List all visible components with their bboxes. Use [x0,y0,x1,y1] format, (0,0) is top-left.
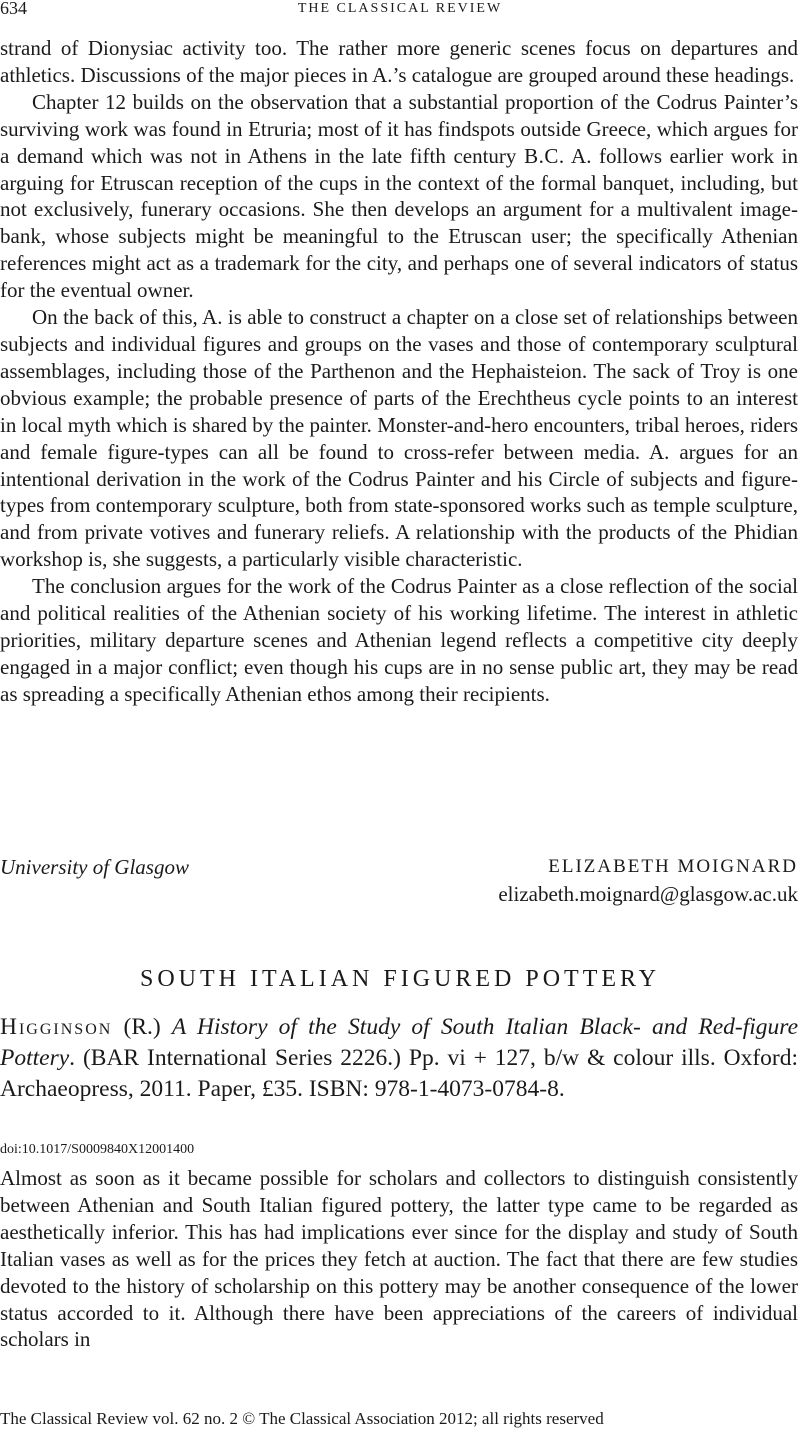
section-heading: SOUTH ITALIAN FIGURED POTTERY [139,966,661,992]
bc-abbreviation: B.C. [524,143,565,168]
book-citation [0,1012,798,1105]
copyright-footer: The Classical Review vol. 62 no. 2 © The Classical Association 2012; all rights reserved [0,1409,604,1428]
running-head [0,0,800,22]
paragraph-continuation: strand of Dionysiac activity too. The rather more generic scenes focus on departures and athletics. Discussions of the major pieces in A.’s catalogue are grouped around these headings. [0,36,798,87]
review-higginson-body [0,1165,798,1353]
reviewer-email: elizabeth.moignard@glasgow.ac.uk [498,882,798,906]
paragraph-sculpture: On the back of this, A. is able to construct a chapter on a close set of relationships between subjects and individual figures and groups on the vases and those of contemporary sculptural assemblages, including those of the Parthenon and the Hephaisteion. The sack of Troy is one obvious example; the probable presence of parts of the Erechtheus cycle points to an interest in local myth which is shared by the painter. Monster-and-hero encounters, tribal heroes, riders and female figure-types can all be found to cross-refer between media. A. argues for an intentional derivation in the work of the Codrus Painter and his Circle of subjects and figure-types from contemporary sculpture, both from state-sponsored works such as temple sculpture, and from private votives and funerary reliefs. A relationship with the products of the Phidian workshop is, she suggests, a particularly visible characteristic. [0,305,798,572]
paragraph-chapter-12-text-cont: A. follows earlier work in arguing for Etruscan reception of the cups in the context of the formal banquet, including, but not exclusively, funerary occasions. She then develops an argument for a multivalent image-bank, whose subjects might be meaningful to the Etruscan user; the specifically Athenian references might act as a trademark for the city, and perhaps one of several indicators of status for the eventual owner. [0,143,799,303]
paragraph-chapter-12 [0,89,798,304]
signature-row [0,853,798,881]
reviewer-name: ELIZABETH MOIGNARD [548,856,798,877]
book-title: A History of the Study of South Italian Black- and Red-figure Pottery [0,1014,799,1071]
reviewer-affiliation: University of Glasgow [0,855,189,879]
page-number: 634 [0,0,27,18]
book-author-surname: Higginson [0,1014,113,1040]
paragraph-chapter-12-text: Chapter 12 builds on the observation that a substantial proportion of the Codrus Painter’s surviving work was found in Etruria; most of it has findspots outside Greece, which argues for a demand which was not in Athens in the late fifth century [0,89,798,168]
paragraph-conclusion: The conclusion argues for the work of the Codrus Painter as a close reflection of the social and political realities of the Athenian society of his working lifetime. The interest in athletic priorities, military departure scenes and Athenian legend reflects a competitive city deeply engaged in a major conflict; even though his cups are in no sense public art, they may be read as spreading a specifically Athenian ethos among their recipients. [0,574,798,706]
journal-title: THE CLASSICAL REVIEW [297,1,503,16]
book-publication-details: . (BAR International Series 2226.) Pp. vi + 127, b/w & colour ills. Oxford: Archaeopress, 2011. Paper, £35. ISBN: 978-1-4073-0784-8. [0,1045,798,1102]
review-moignard-body [0,35,798,708]
paragraph-opening: Almost as soon as it became possible for scholars and collectors to distinguish consistently between Athenian and South Italian figured pottery, the latter type came to be regarded as aesthetically inferior. This has had implications ever since for the display and study of South Italian vases as well as for the prices they fetch at auction. The fact that there are few studies devoted to the history of scholarship on this pottery may be another consequence of the lower status accorded to it. Although there have been appreciations of the careers of individual scholars in [0,1166,798,1352]
doi: doi:10.1017/S0009840X12001400 [0,1142,195,1157]
book-author-initial: (R.) [123,1014,161,1040]
